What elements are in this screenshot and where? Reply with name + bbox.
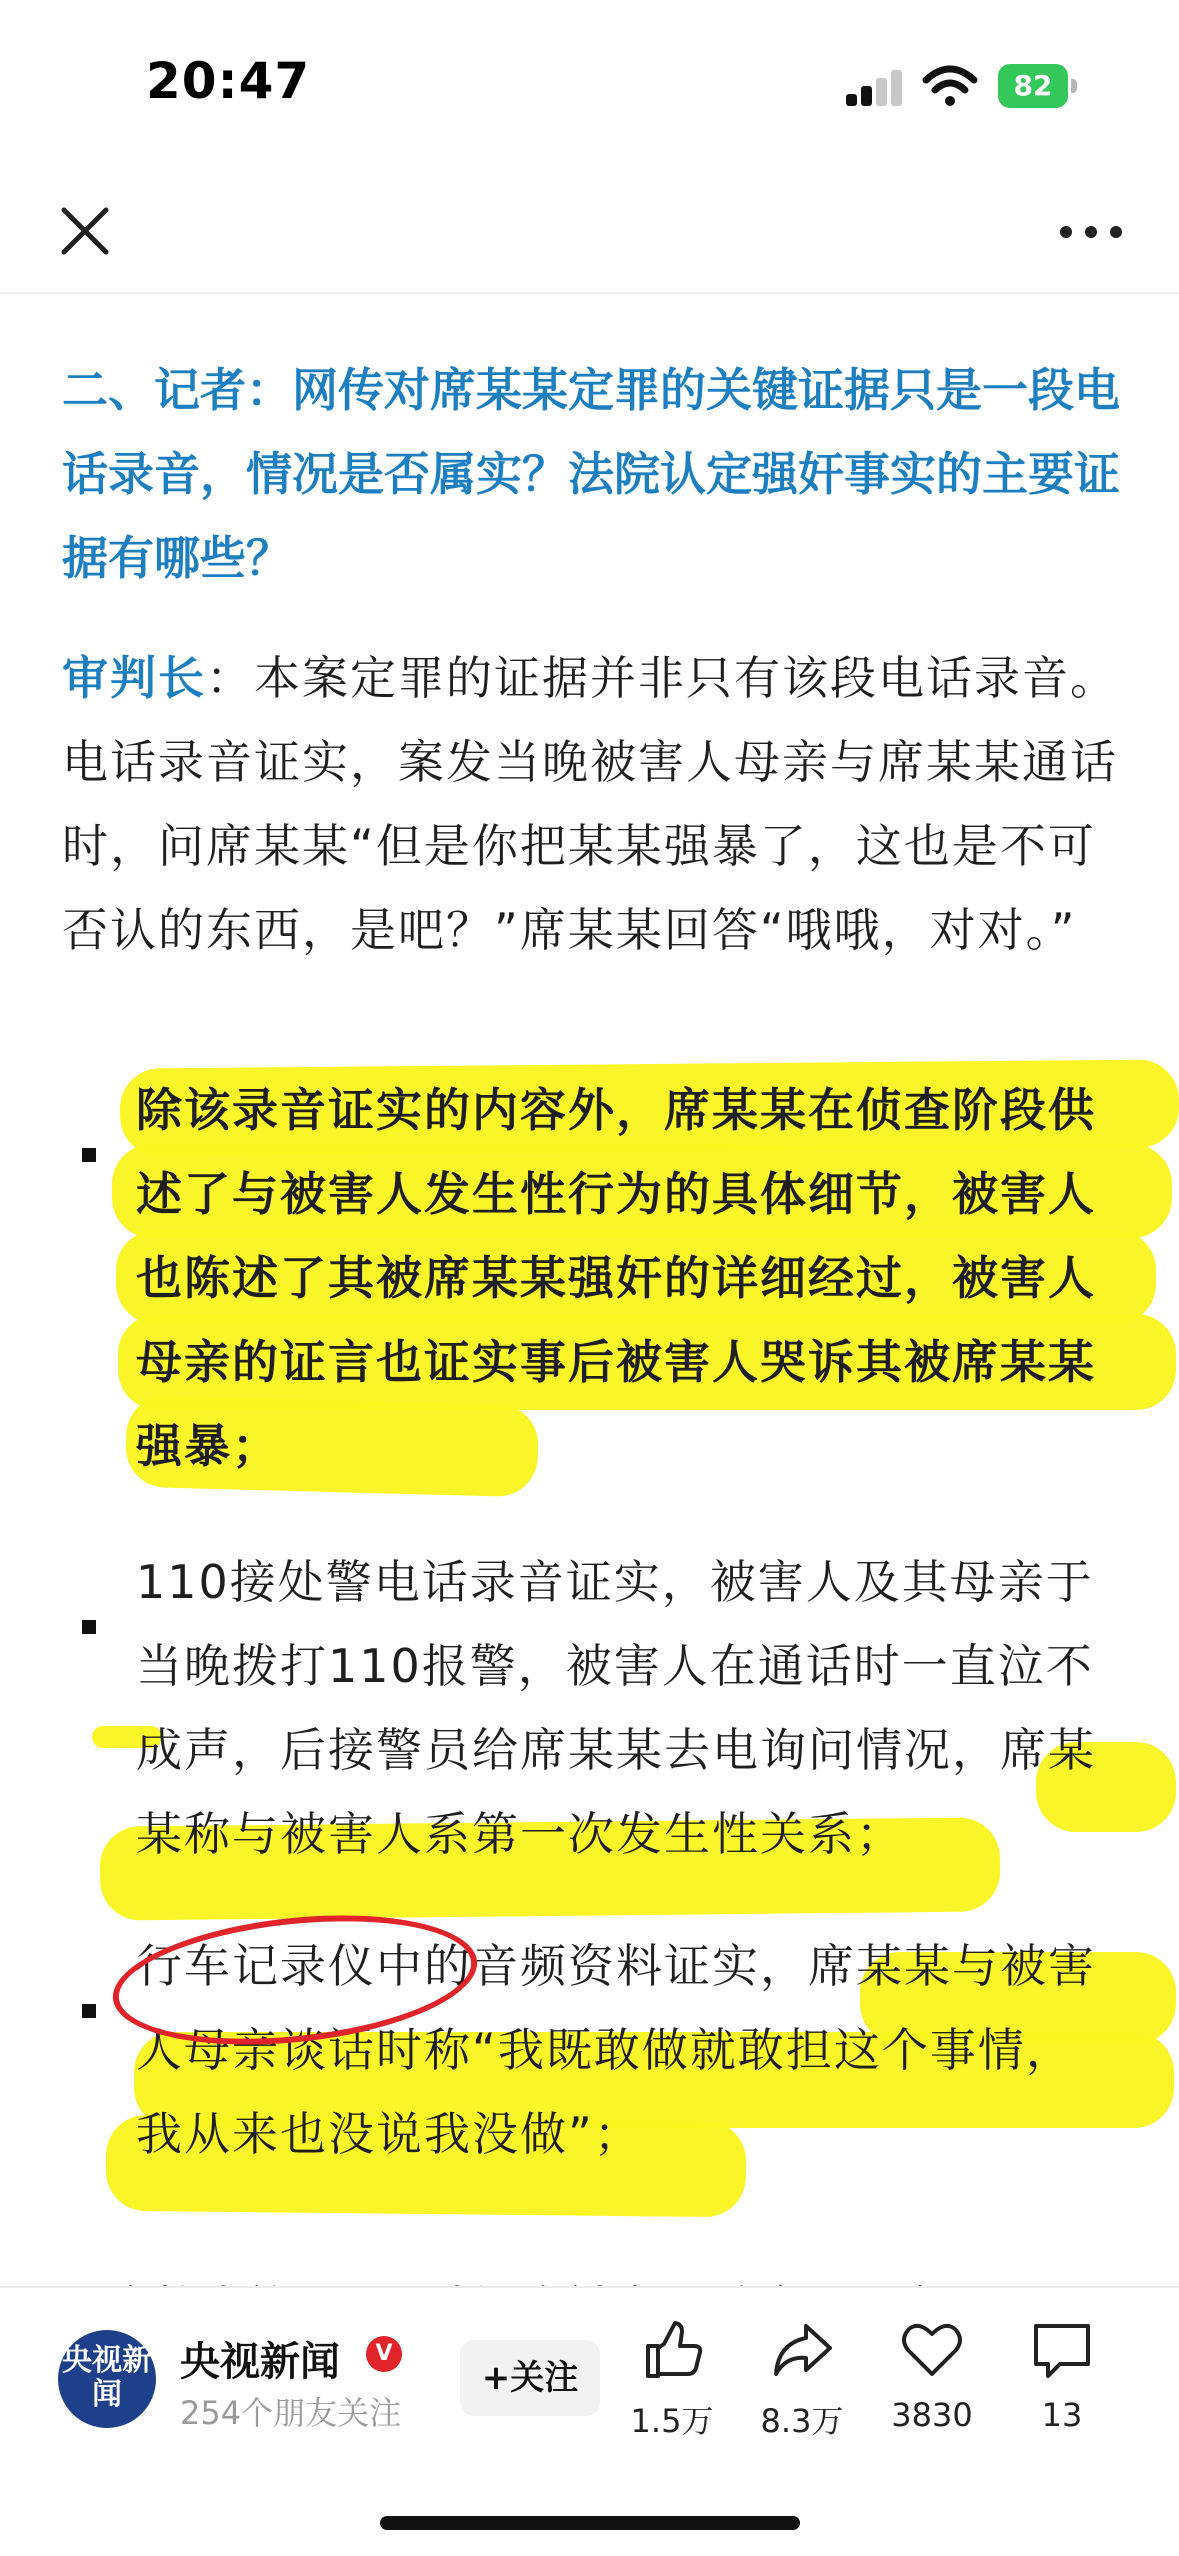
favorite-icon (900, 2318, 964, 2382)
favorite-count: 3830 (891, 2396, 973, 2434)
nav-bar (0, 170, 1179, 294)
channel-name[interactable]: 央视新闻 (180, 2339, 340, 2385)
cellular-signal-icon (846, 70, 902, 106)
avatar[interactable]: 央视新闻 (58, 2330, 156, 2428)
wifi-icon (922, 64, 978, 108)
bottom-action-bar (0, 2286, 1179, 2556)
comment-count: 13 (1041, 2396, 1083, 2434)
status-time: 20:47 (146, 52, 311, 110)
share-count: 8.3万 (760, 2402, 844, 2440)
list-item: 除该录音证实的内容外，席某某在侦查阶段供述了与被害人发生性行为的具体细节，被害人也陈述了其被席某某强奸的详细经过，被害人母亲的证言也证实事后被害人哭诉其被席某某强暴； (136, 1083, 1096, 1473)
answer-text: ：本案定罪的证据并非只有该段电话录音。电话录音证实，案发当晚被害人母亲与席某某通话时，问席某某“但是你把某某强暴了，这也是不可否认的东西，是吧？”席某某回答“哦哦，对对。” (62, 651, 1118, 957)
article-body (0, 296, 1179, 2284)
list-item: 行车记录仪中的音频资料证实，席某某与被害人母亲谈话时称“我既敢做就敢担这个事情，我从来也没说我没做”； (136, 1939, 1096, 2161)
list-item: 110接处警电话录音证实，被害人及其母亲于当晚拨打110报警，被害人在通话时一直泣不成声，后接警员给席某某去电询问情况，席某某称与被害人系第一次发生性关系； (136, 1555, 1096, 1861)
like-icon (640, 2318, 704, 2382)
close-icon[interactable] (56, 202, 114, 260)
bullet-marker (82, 2004, 96, 2018)
bullet-marker (82, 1620, 96, 1634)
like-button[interactable] (612, 2318, 732, 2458)
follow-button[interactable]: +关注 (460, 2340, 600, 2416)
bullet-marker (82, 1148, 96, 1162)
answer-paragraph (62, 636, 1122, 972)
comment-icon (1030, 2318, 1094, 2382)
question-heading: 二、记者：网传对席某某定罪的关键证据只是一段电话录音，情况是否属实？法院认定强奸事实的主要证据有哪些？ (62, 363, 1120, 585)
share-icon (770, 2318, 834, 2382)
share-button[interactable] (742, 2318, 862, 2458)
home-indicator[interactable] (380, 2516, 800, 2530)
favorite-button[interactable] (872, 2318, 992, 2458)
speaker-label: 审判长 (62, 651, 206, 705)
more-icon[interactable] (1060, 218, 1130, 244)
friends-following: 254个朋友关注 (180, 2394, 402, 2432)
verified-icon: V (366, 2336, 402, 2372)
comment-button[interactable] (1002, 2318, 1122, 2458)
battery-level: 82 (998, 64, 1068, 108)
battery-icon (998, 64, 1080, 108)
like-count: 1.5万 (630, 2402, 714, 2440)
status-bar (0, 0, 1179, 170)
